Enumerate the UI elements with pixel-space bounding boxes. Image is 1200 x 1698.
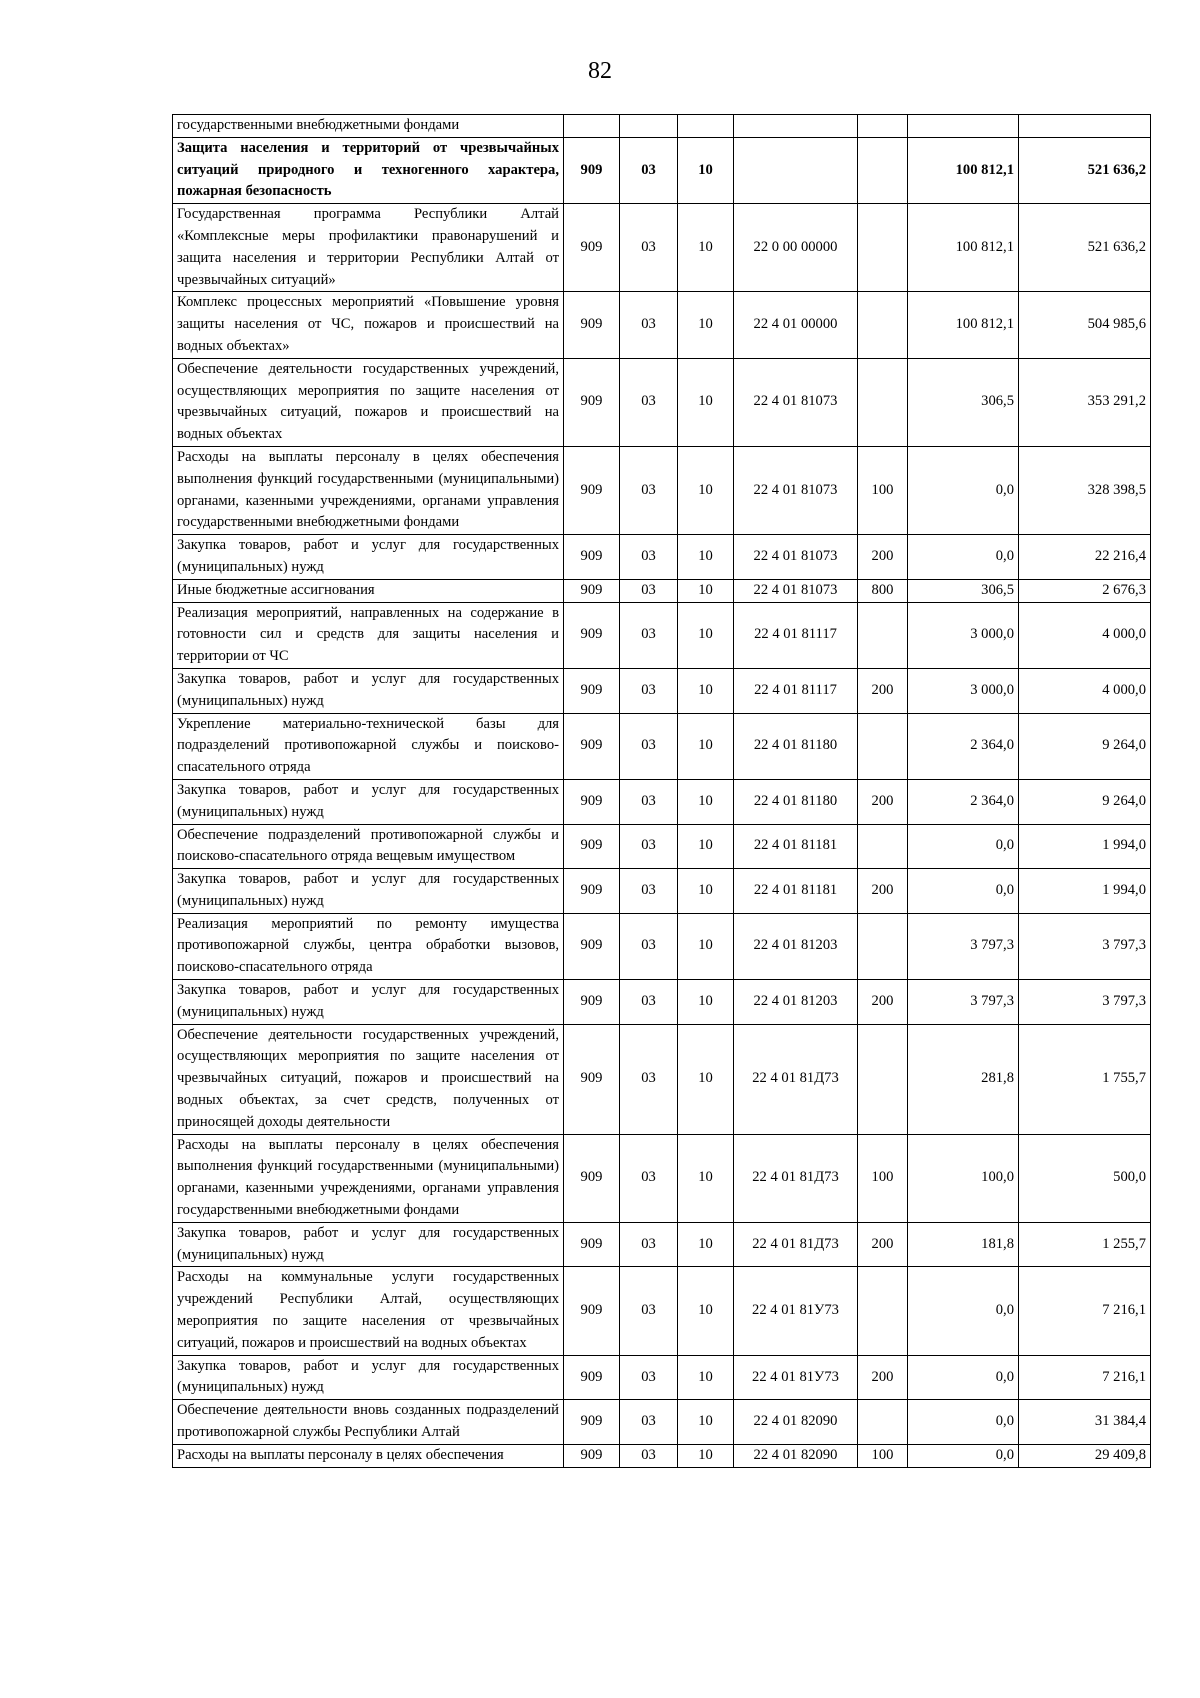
cell-target-article: 22 4 01 81181 (734, 824, 858, 869)
cell-amount-year-1: 3 797,3 (908, 913, 1019, 979)
cell-expense-type (858, 115, 908, 138)
table-body (173, 115, 1151, 1468)
cell-subsection: 10 (678, 824, 734, 869)
cell-section: 03 (620, 668, 678, 713)
cell-subsection: 10 (678, 869, 734, 914)
cell-expense-type: 100 (858, 1444, 908, 1467)
cell-name: Закупка товаров, работ и услуг для государственных (муниципальных) нужд (173, 869, 564, 914)
cell-grbs: 909 (564, 713, 620, 779)
cell-amount-year-1: 3 000,0 (908, 668, 1019, 713)
cell-amount-year-2: 31 384,4 (1019, 1400, 1151, 1445)
cell-grbs (564, 115, 620, 138)
cell-amount-year-1: 0,0 (908, 535, 1019, 580)
cell-subsection: 10 (678, 1267, 734, 1355)
cell-section: 03 (620, 579, 678, 602)
cell-name: Закупка товаров, работ и услуг для государственных (муниципальных) нужд (173, 535, 564, 580)
cell-grbs: 909 (564, 1134, 620, 1222)
cell-section: 03 (620, 1400, 678, 1445)
cell-expense-type (858, 1024, 908, 1134)
cell-target-article: 22 4 01 81073 (734, 446, 858, 534)
cell-name: Закупка товаров, работ и услуг для государственных (муниципальных) нужд (173, 779, 564, 824)
cell-subsection: 10 (678, 358, 734, 446)
cell-grbs: 909 (564, 1222, 620, 1267)
cell-amount-year-2: 7 216,1 (1019, 1355, 1151, 1400)
cell-subsection: 10 (678, 535, 734, 580)
cell-amount-year-1: 100 812,1 (908, 137, 1019, 203)
table-row (173, 980, 1151, 1025)
cell-section: 03 (620, 1444, 678, 1467)
cell-target-article: 22 4 01 81Д73 (734, 1024, 858, 1134)
cell-amount-year-2: 328 398,5 (1019, 446, 1151, 534)
cell-grbs: 909 (564, 292, 620, 358)
table-row (173, 115, 1151, 138)
cell-amount-year-2: 2 676,3 (1019, 579, 1151, 602)
cell-target-article: 22 4 01 81117 (734, 668, 858, 713)
cell-subsection: 10 (678, 1400, 734, 1445)
cell-target-article: 22 4 01 81073 (734, 579, 858, 602)
cell-grbs: 909 (564, 535, 620, 580)
cell-section: 03 (620, 1024, 678, 1134)
cell-name: Расходы на выплаты персоналу в целях обеспечения (173, 1444, 564, 1467)
cell-name: Обеспечение деятельности вновь созданных подразделений противопожарной службы Республики Алтай (173, 1400, 564, 1445)
cell-name: Закупка товаров, работ и услуг для государственных (муниципальных) нужд (173, 980, 564, 1025)
table-row (173, 1444, 1151, 1467)
cell-grbs: 909 (564, 446, 620, 534)
cell-expense-type: 200 (858, 1222, 908, 1267)
table-row (173, 1134, 1151, 1222)
cell-subsection: 10 (678, 1355, 734, 1400)
cell-grbs: 909 (564, 204, 620, 292)
cell-subsection: 10 (678, 913, 734, 979)
cell-section: 03 (620, 1134, 678, 1222)
cell-target-article: 22 4 01 81180 (734, 713, 858, 779)
cell-subsection: 10 (678, 980, 734, 1025)
cell-target-article: 22 4 01 82090 (734, 1400, 858, 1445)
cell-name: Закупка товаров, работ и услуг для государственных (муниципальных) нужд (173, 668, 564, 713)
cell-amount-year-1 (908, 115, 1019, 138)
cell-amount-year-2: 9 264,0 (1019, 779, 1151, 824)
cell-target-article: 22 4 01 81Д73 (734, 1134, 858, 1222)
cell-name: Расходы на коммунальные услуги государственных учреждений Республики Алтай, осуществляющих мероприятия по защите населения от чрезвычайных ситуаций, пожаров и происшествий на водных объектах (173, 1267, 564, 1355)
table-row (173, 292, 1151, 358)
cell-amount-year-2: 1 994,0 (1019, 824, 1151, 869)
cell-amount-year-1: 281,8 (908, 1024, 1019, 1134)
cell-amount-year-2: 29 409,8 (1019, 1444, 1151, 1467)
cell-expense-type (858, 292, 908, 358)
cell-name: Расходы на выплаты персоналу в целях обеспечения выполнения функций государственными (муниципальными) органами, казенными учреждениями, органами управления государственными внебюджетными фондами (173, 1134, 564, 1222)
cell-amount-year-2: 9 264,0 (1019, 713, 1151, 779)
cell-amount-year-1: 100 812,1 (908, 292, 1019, 358)
cell-subsection: 10 (678, 446, 734, 534)
cell-name: Комплекс процессных мероприятий «Повышение уровня защиты населения от ЧС, пожаров и происшествий на водных объектах» (173, 292, 564, 358)
cell-target-article: 22 4 01 81181 (734, 869, 858, 914)
table-row (173, 824, 1151, 869)
cell-name: Укрепление материально-технической базы для подразделений противопожарной службы и поисково-спасательного отряда (173, 713, 564, 779)
table-row (173, 1400, 1151, 1445)
cell-section: 03 (620, 292, 678, 358)
cell-subsection: 10 (678, 579, 734, 602)
cell-amount-year-1: 0,0 (908, 1267, 1019, 1355)
cell-target-article: 22 4 01 00000 (734, 292, 858, 358)
cell-expense-type: 200 (858, 1355, 908, 1400)
cell-amount-year-1: 0,0 (908, 1355, 1019, 1400)
cell-section: 03 (620, 824, 678, 869)
cell-amount-year-2: 4 000,0 (1019, 602, 1151, 668)
cell-subsection: 10 (678, 602, 734, 668)
cell-target-article: 22 4 01 81180 (734, 779, 858, 824)
cell-section: 03 (620, 358, 678, 446)
cell-name: Обеспечение подразделений противопожарной службы и поисково-спасательного отряда вещевым имуществом (173, 824, 564, 869)
cell-subsection: 10 (678, 1024, 734, 1134)
table-row (173, 358, 1151, 446)
cell-grbs: 909 (564, 824, 620, 869)
table-row (173, 204, 1151, 292)
cell-subsection: 10 (678, 137, 734, 203)
cell-target-article: 22 4 01 81У73 (734, 1267, 858, 1355)
cell-subsection: 10 (678, 668, 734, 713)
cell-grbs: 909 (564, 1355, 620, 1400)
cell-grbs: 909 (564, 1400, 620, 1445)
table-row (173, 137, 1151, 203)
cell-expense-type: 800 (858, 579, 908, 602)
cell-section: 03 (620, 137, 678, 203)
cell-expense-type (858, 358, 908, 446)
cell-section: 03 (620, 204, 678, 292)
cell-name: Иные бюджетные ассигнования (173, 579, 564, 602)
table-row (173, 1355, 1151, 1400)
cell-amount-year-1: 0,0 (908, 869, 1019, 914)
cell-grbs: 909 (564, 668, 620, 713)
cell-amount-year-2: 4 000,0 (1019, 668, 1151, 713)
cell-amount-year-2: 3 797,3 (1019, 913, 1151, 979)
cell-grbs: 909 (564, 358, 620, 446)
table-row (173, 668, 1151, 713)
cell-target-article: 22 0 00 00000 (734, 204, 858, 292)
cell-expense-type: 100 (858, 446, 908, 534)
cell-grbs: 909 (564, 1267, 620, 1355)
cell-expense-type: 200 (858, 869, 908, 914)
table-row (173, 713, 1151, 779)
cell-amount-year-1: 181,8 (908, 1222, 1019, 1267)
cell-subsection: 10 (678, 1444, 734, 1467)
cell-subsection: 10 (678, 1134, 734, 1222)
cell-subsection: 10 (678, 1222, 734, 1267)
cell-name: Расходы на выплаты персоналу в целях обеспечения выполнения функций государственными (муниципальными) органами, казенными учреждениями, органами управления государственными внебюджетными фондами (173, 446, 564, 534)
cell-expense-type: 200 (858, 980, 908, 1025)
budget-table (172, 114, 1151, 1468)
cell-section: 03 (620, 446, 678, 534)
cell-amount-year-1: 2 364,0 (908, 713, 1019, 779)
cell-expense-type: 200 (858, 779, 908, 824)
cell-amount-year-1: 2 364,0 (908, 779, 1019, 824)
cell-name: государственными внебюджетными фондами (173, 115, 564, 138)
cell-amount-year-2: 521 636,2 (1019, 137, 1151, 203)
cell-target-article: 22 4 01 81117 (734, 602, 858, 668)
cell-subsection: 10 (678, 779, 734, 824)
cell-target-article: 22 4 01 81203 (734, 980, 858, 1025)
cell-section: 03 (620, 602, 678, 668)
table-row (173, 602, 1151, 668)
cell-expense-type (858, 1400, 908, 1445)
table-row (173, 535, 1151, 580)
cell-subsection: 10 (678, 292, 734, 358)
cell-section: 03 (620, 980, 678, 1025)
cell-grbs: 909 (564, 1024, 620, 1134)
cell-section: 03 (620, 913, 678, 979)
cell-target-article: 22 4 01 81073 (734, 535, 858, 580)
cell-amount-year-2: 1 755,7 (1019, 1024, 1151, 1134)
cell-expense-type: 100 (858, 1134, 908, 1222)
cell-amount-year-2 (1019, 115, 1151, 138)
cell-amount-year-2: 3 797,3 (1019, 980, 1151, 1025)
cell-name: Государственная программа Республики Алтай «Комплексные меры профилактики правонарушений и защита населения и территории Республики Алтай от чрезвычайных ситуаций» (173, 204, 564, 292)
table-row (173, 1024, 1151, 1134)
cell-amount-year-2: 521 636,2 (1019, 204, 1151, 292)
cell-amount-year-2: 500,0 (1019, 1134, 1151, 1222)
cell-section: 03 (620, 713, 678, 779)
cell-target-article: 22 4 01 81073 (734, 358, 858, 446)
cell-grbs: 909 (564, 779, 620, 824)
cell-amount-year-1: 100 812,1 (908, 204, 1019, 292)
cell-amount-year-1: 0,0 (908, 1444, 1019, 1467)
cell-expense-type (858, 137, 908, 203)
cell-expense-type (858, 204, 908, 292)
cell-name: Реализация мероприятий, направленных на содержание в готовности сил и средств для защиты населения и территории от ЧС (173, 602, 564, 668)
cell-amount-year-1: 0,0 (908, 824, 1019, 869)
cell-section: 03 (620, 1222, 678, 1267)
cell-amount-year-1: 100,0 (908, 1134, 1019, 1222)
cell-section: 03 (620, 1355, 678, 1400)
cell-amount-year-2: 1 994,0 (1019, 869, 1151, 914)
table-row (173, 1222, 1151, 1267)
cell-subsection: 10 (678, 204, 734, 292)
cell-expense-type (858, 602, 908, 668)
cell-amount-year-2: 504 985,6 (1019, 292, 1151, 358)
cell-name: Реализация мероприятий по ремонту имущества противопожарной службы, центра обработки вызовов, поисково-спасательного отряда (173, 913, 564, 979)
table-row (173, 779, 1151, 824)
cell-expense-type (858, 1267, 908, 1355)
page-number: 82 (588, 58, 612, 84)
cell-amount-year-1: 0,0 (908, 1400, 1019, 1445)
cell-section: 03 (620, 1267, 678, 1355)
cell-grbs: 909 (564, 137, 620, 203)
cell-expense-type (858, 713, 908, 779)
cell-target-article: 22 4 01 82090 (734, 1444, 858, 1467)
cell-section (620, 115, 678, 138)
cell-amount-year-2: 22 216,4 (1019, 535, 1151, 580)
cell-grbs: 909 (564, 602, 620, 668)
cell-target-article: 22 4 01 81203 (734, 913, 858, 979)
cell-name: Обеспечение деятельности государственных учреждений, осуществляющих мероприятия по защите населения от чрезвычайных ситуаций, пожаров и происшествий на водных объектах, за счет средств, полученных от приносящей доходы деятельности (173, 1024, 564, 1134)
cell-amount-year-2: 1 255,7 (1019, 1222, 1151, 1267)
cell-target-article: 22 4 01 81Д73 (734, 1222, 858, 1267)
cell-expense-type: 200 (858, 668, 908, 713)
cell-grbs: 909 (564, 980, 620, 1025)
cell-expense-type: 200 (858, 535, 908, 580)
cell-name: Закупка товаров, работ и услуг для государственных (муниципальных) нужд (173, 1355, 564, 1400)
cell-amount-year-1: 306,5 (908, 579, 1019, 602)
cell-name: Закупка товаров, работ и услуг для государственных (муниципальных) нужд (173, 1222, 564, 1267)
cell-amount-year-1: 0,0 (908, 446, 1019, 534)
cell-expense-type (858, 913, 908, 979)
cell-expense-type (858, 824, 908, 869)
cell-amount-year-1: 3 797,3 (908, 980, 1019, 1025)
cell-target-article (734, 115, 858, 138)
cell-target-article (734, 137, 858, 203)
cell-amount-year-2: 7 216,1 (1019, 1267, 1151, 1355)
cell-grbs: 909 (564, 579, 620, 602)
table-row (173, 579, 1151, 602)
cell-name: Обеспечение деятельности государственных учреждений, осуществляющих мероприятия по защите населения от чрезвычайных ситуаций, пожаров и происшествий на водных объектах (173, 358, 564, 446)
cell-name: Защита населения и территорий от чрезвычайных ситуаций природного и техногенного характера, пожарная безопасность (173, 137, 564, 203)
cell-section: 03 (620, 869, 678, 914)
cell-subsection (678, 115, 734, 138)
table-row (173, 913, 1151, 979)
cell-section: 03 (620, 535, 678, 580)
cell-amount-year-1: 3 000,0 (908, 602, 1019, 668)
cell-grbs: 909 (564, 1444, 620, 1467)
cell-subsection: 10 (678, 713, 734, 779)
cell-target-article: 22 4 01 81У73 (734, 1355, 858, 1400)
cell-amount-year-1: 306,5 (908, 358, 1019, 446)
cell-grbs: 909 (564, 913, 620, 979)
cell-amount-year-2: 353 291,2 (1019, 358, 1151, 446)
table-row (173, 869, 1151, 914)
table-row (173, 446, 1151, 534)
cell-section: 03 (620, 779, 678, 824)
cell-grbs: 909 (564, 869, 620, 914)
table-row (173, 1267, 1151, 1355)
